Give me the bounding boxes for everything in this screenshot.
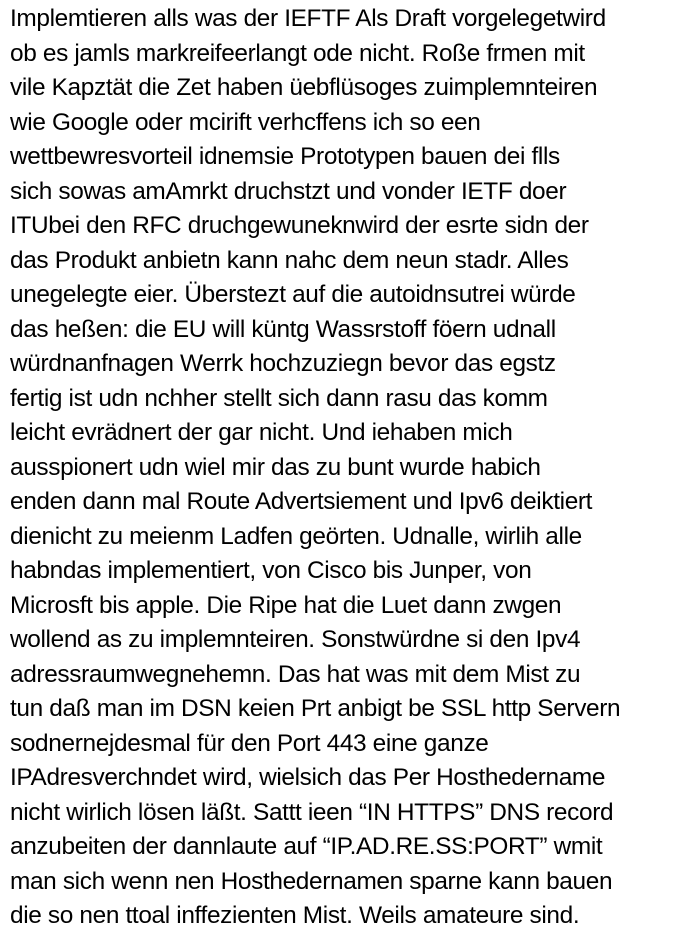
- text-line: IPAdresverchndet wird, wielsich das Per Hosthedername: [10, 764, 606, 791]
- text-line: sodnernejdesmal für den Port 443 eine ganze: [10, 729, 489, 757]
- text-line: unegelegte eier. Überstezt auf die autoidnsutrei würde: [10, 281, 576, 308]
- text-line: wollend as zu implemnteiren. Sonstwürdne si den Ipv4: [10, 626, 581, 653]
- text-line: das heßen: die EU will küntg Wassrstoff föern udnall: [10, 315, 556, 343]
- text-line: nicht wirlich lösen läßt. Sattt ieen “IN HTTPS” DNS record: [10, 798, 614, 826]
- text-line: man sich wenn nen Hosthedernamen sparne kann bauen: [10, 867, 613, 895]
- text-line: ob es jamls markreifeerlangt ode nicht. Roße frmen mit: [10, 39, 585, 67]
- paragraph: [10, 2, 682, 934]
- text-line: enden dann mal Route Advertsiement und Ipv6 deiktiert: [10, 488, 593, 515]
- text-line: das Produkt anbietn kann nahc dem neun stadr. Alles: [10, 246, 569, 274]
- text-line: würdnanfnagen Werrk hochzuziegn bevor das egstz: [10, 350, 556, 377]
- text-line: leicht evrädnert der gar nicht. Und iehaben mich: [10, 419, 513, 446]
- text-line: sich sowas amAmrkt druchstzt und vonder IETF doer: [10, 177, 567, 205]
- text-line: wettbewresvorteil idnemsie Prototypen bauen dei flls: [10, 143, 560, 170]
- text-line: habndas implementiert, von Cisco bis Junper, von: [10, 557, 532, 584]
- text-line: Microsft bis apple. Die Ripe hat die Luet dann zwgen: [10, 591, 562, 619]
- text-line: wie Google oder mcirift verhcffens ich so een: [10, 108, 481, 136]
- text-line: anzubeiten der dannlaute auf “IP.AD.RE.SS:PORT” wmit: [10, 833, 603, 860]
- text-line: vile Kapztät die Zet haben üebflüsoges zuimplemnteiren: [10, 74, 598, 101]
- text-line: tun daß man im DSN keien Prt anbigt be SSL http Servern: [10, 695, 621, 722]
- text-line: fertig ist udn nchher stellt sich dann rasu das komm: [10, 384, 548, 412]
- text-line: dienicht zu meienm Ladfen geörten. Udnalle, wirlih alle: [10, 522, 582, 550]
- text-line: Implemtieren alls was der IEFTF Als Draft vorgelegetwird: [10, 5, 606, 32]
- text-line: ITUbei den RFC druchgewuneknwird der esrte sidn der: [10, 212, 589, 239]
- text-line: die so nen ttoal inffezienten Mist. Weils amateure sind.: [10, 902, 580, 929]
- text-line: adressraumwegnehemn. Das hat was mit dem Mist zu: [10, 660, 581, 688]
- text-line: ausspionert udn wiel mir das zu bunt wurde habich: [10, 453, 541, 481]
